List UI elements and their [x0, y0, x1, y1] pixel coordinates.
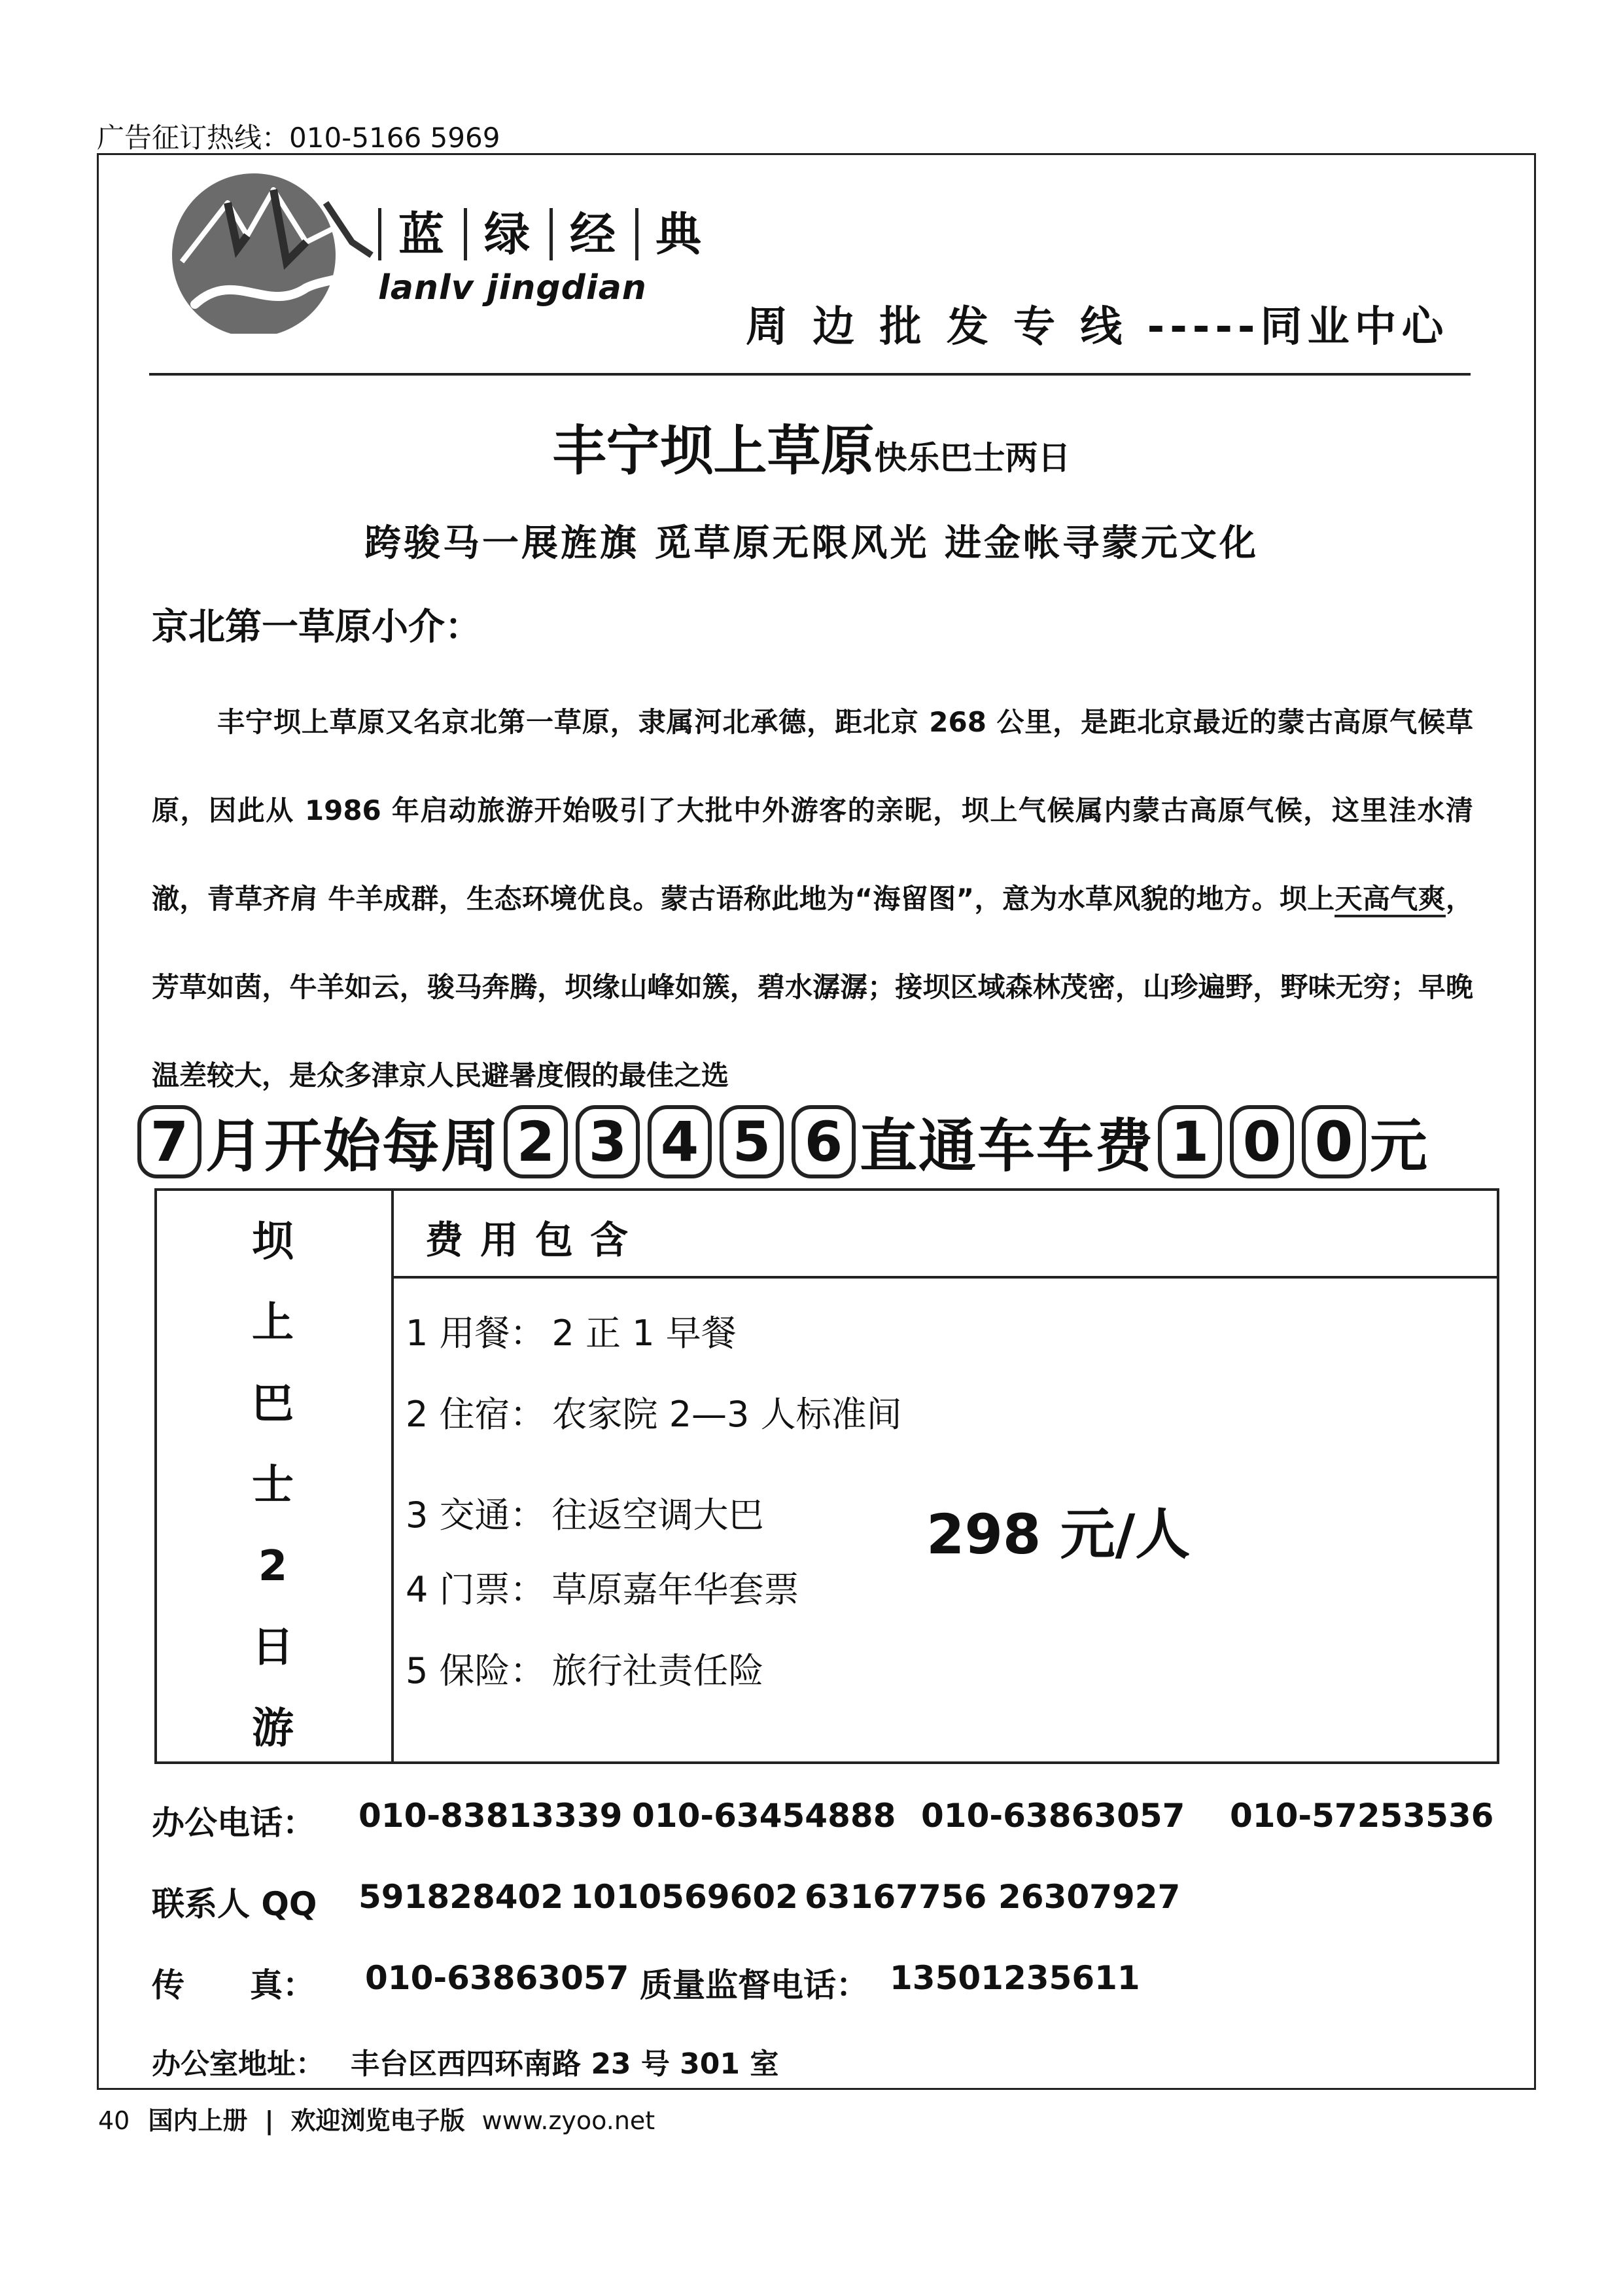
footer-text: 欢迎浏览电子版 — [290, 2106, 465, 2135]
page-subtitle: 跨骏马一展旌旗 觅草原无限风光 进金帐寻蒙元文化 — [364, 522, 1259, 565]
fee-item — [406, 1468, 909, 1563]
fee-item-label: 1 用餐： — [406, 1313, 546, 1354]
fee-item-label: 3 交通： — [406, 1494, 546, 1536]
tour-price: 298 元/人 — [926, 1502, 1191, 1566]
fee-item — [406, 1563, 909, 1644]
intro-text-1: 丰宁坝上草原又名京北第一草原，隶属河北承德，距北京 268 公里，是距北京最近的蒙古高原气候草原，因此从 1986 年启动旅游开始吸引了大批中外游客的亲昵，坝上气候属内蒙古高原气候，这里洼水清澈，青草齐肩 牛羊成群，生态环境优良。蒙古语称此地为“海留图”，意为水草风貌的地方。坝上 — [152, 706, 1473, 915]
fee-item — [406, 1644, 909, 1725]
brand-char: 经 — [550, 208, 635, 260]
brand-logo — [156, 164, 378, 334]
table-divider-vertical — [391, 1188, 394, 1764]
contact-qq: 26307927 — [998, 1878, 1181, 1916]
fee-item-label: 2 住宿： — [406, 1394, 546, 1435]
banner-day: 3 — [576, 1105, 640, 1178]
banner-text: 直通车车费 — [860, 1112, 1155, 1180]
fee-item — [406, 1306, 909, 1387]
title-main: 丰宁坝上草原 — [552, 420, 875, 482]
footer-section: 国内上册 — [148, 2106, 248, 2135]
intro-underlined: 天高气爽 — [1335, 883, 1446, 917]
quality-label: 质量监督电话： — [640, 1966, 869, 2004]
title-suffix: 快乐巴士两日 — [874, 439, 1071, 477]
brand-slogan: 周 边 批 发 专 线 -----同业中心 — [746, 303, 1449, 351]
fee-item-label: 4 门票： — [406, 1569, 546, 1610]
tour-name-char: 巴 — [252, 1380, 294, 1428]
address-label: 办公室地址： — [152, 2047, 324, 2081]
office-phone: 010-83813339 — [358, 1797, 623, 1835]
office-address: 丰台区西四环南路 23 号 301 室 — [351, 2047, 779, 2081]
office-phone-row — [152, 1797, 1494, 1844]
fee-item-value: 草原嘉年华套票 — [551, 1569, 799, 1610]
banner-day: 6 — [792, 1105, 856, 1178]
footer-url[interactable]: www.zyoo.net — [481, 2106, 655, 2135]
qq-row — [152, 1878, 1181, 1925]
header-divider — [149, 373, 1471, 376]
ad-hotline: 广告征订热线：010-5166 5969 — [97, 122, 500, 154]
office-phone-label: 办公电话： — [152, 1804, 315, 1842]
page-number: 40 — [98, 2106, 130, 2135]
fee-item-value: 旅行社责任险 — [551, 1650, 764, 1691]
footer-separator: | — [264, 2106, 274, 2135]
intro-heading: 京北第一草原小介： — [152, 606, 481, 648]
page-footer — [98, 2100, 655, 2136]
fax-row — [152, 1959, 1140, 2006]
brand-pinyin: lanlv jingdian — [378, 268, 647, 308]
fax-number: 010-63863057 — [365, 1959, 629, 1997]
tour-name-char: 坝 — [252, 1218, 294, 1266]
banner-day: 2 — [504, 1105, 568, 1178]
quality-phone: 13501235611 — [890, 1959, 1140, 1997]
table-divider-horizontal — [391, 1276, 1499, 1279]
fee-item-value: 2 正 1 早餐 — [551, 1313, 737, 1354]
qq-label: 联系人 QQ — [152, 1885, 317, 1923]
fee-item-value: 往返空调大巴 — [551, 1494, 764, 1536]
office-phone: 010-63863057 — [921, 1797, 1185, 1835]
tour-name-vertical — [154, 1201, 391, 1769]
banner-fare-digit: 0 — [1302, 1105, 1366, 1178]
fee-item — [406, 1387, 909, 1468]
brand-char: 蓝 — [378, 208, 464, 260]
office-phone: 010-57253536 — [1230, 1797, 1494, 1835]
tour-name-char: 2 — [258, 1542, 288, 1591]
brand-char: 典 — [635, 208, 721, 260]
schedule-banner — [133, 1101, 1429, 1183]
banner-number: 7 — [137, 1105, 201, 1178]
banner-fare-digit: 0 — [1230, 1105, 1294, 1178]
fee-item-label: 5 保险： — [406, 1650, 546, 1691]
office-phone: 010-63454888 — [632, 1797, 896, 1835]
banner-day: 4 — [648, 1105, 712, 1178]
fax-label: 传 真： — [152, 1966, 315, 2004]
page-title — [0, 408, 1623, 485]
intro-text-2: ，芳草如茵，牛羊如云，骏马奔腾，坝缘山峰如簇，碧水潺潺；接坝区域森林茂密，山珍遍野，野味无穷；早晚温差较大，是众多津京人民避暑度假的最佳之选 — [152, 883, 1473, 1091]
tour-name-char: 日 — [252, 1623, 294, 1672]
banner-day: 5 — [720, 1105, 784, 1178]
contact-qq: 591828402 — [358, 1878, 564, 1916]
intro-paragraph — [152, 678, 1473, 1120]
fee-item-value: 农家院 2—3 人标准间 — [551, 1394, 902, 1435]
banner-text: 元 — [1370, 1112, 1429, 1180]
banner-text: 月开始每周 — [205, 1112, 500, 1180]
contact-qq: 63167756 — [805, 1878, 987, 1916]
fee-items — [406, 1306, 909, 1725]
brand-name-cn — [378, 208, 721, 260]
address-row — [152, 2040, 779, 2082]
tour-name-char: 士 — [252, 1461, 294, 1510]
contact-qq: 1010569602 — [570, 1878, 798, 1916]
tour-name-char: 游 — [252, 1704, 294, 1753]
fee-header: 费用包含 — [425, 1218, 646, 1262]
brand-char: 绿 — [464, 208, 550, 260]
tour-name-char: 上 — [252, 1299, 294, 1347]
banner-fare-digit: 1 — [1158, 1105, 1222, 1178]
